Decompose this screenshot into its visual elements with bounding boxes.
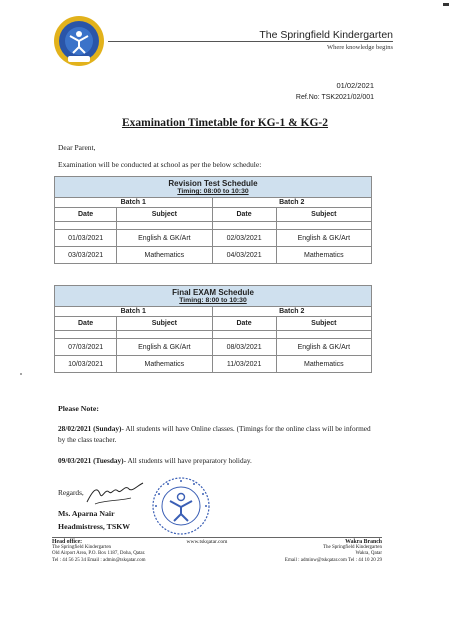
table-cell: 08/03/2021 xyxy=(212,339,276,356)
column-header: Date xyxy=(212,208,276,222)
table-row xyxy=(55,230,372,247)
column-header: Date xyxy=(55,208,117,222)
footer-branch xyxy=(250,539,382,564)
batch-1-header: Batch 1 xyxy=(55,307,213,317)
signatory-title: Headmistress, TSKW xyxy=(58,522,131,531)
signature-icon xyxy=(85,480,145,508)
note-text: - All students will have Online classes. (Timings for the online class will be informed by the class teacher. xyxy=(58,424,371,444)
notes-heading: Please Note: xyxy=(58,404,99,413)
batch-2-header: Batch 2 xyxy=(212,198,371,208)
regards: Regards, xyxy=(58,488,84,497)
footer-heading: Wakra Branch xyxy=(345,539,382,545)
note-online-classes xyxy=(58,423,378,445)
table-cell: Mathematics xyxy=(276,356,371,373)
table-cell: English & GK/Art xyxy=(276,339,371,356)
note-text: - All students will have preparatory holiday. xyxy=(123,456,252,465)
signatory-name: Ms. Aparna Nair xyxy=(58,509,115,518)
table-row xyxy=(55,247,372,264)
table-row xyxy=(55,339,372,356)
table-cell: 01/03/2021 xyxy=(55,230,117,247)
footer-line: The Springfield Kindergarten xyxy=(52,545,112,551)
school-stamp-icon xyxy=(150,475,212,537)
table-header xyxy=(55,177,372,198)
table-cell: English & GK/Art xyxy=(276,230,371,247)
column-header: Date xyxy=(212,317,276,331)
table-cell: Mathematics xyxy=(276,247,371,264)
column-header: Subject xyxy=(117,317,212,331)
greeting: Dear Parent, xyxy=(58,143,96,152)
scan-speck xyxy=(20,373,22,375)
column-header: Subject xyxy=(276,208,371,222)
footer-website: www.tskqatar.com xyxy=(186,539,228,545)
school-logo-icon xyxy=(52,14,106,68)
table-cell: 10/03/2021 xyxy=(55,356,117,373)
footer-line: Old Airport Area, P.O. Box 1187, Doha, Qatar. xyxy=(52,551,146,557)
footer-heading: Head office: xyxy=(52,539,83,545)
table-cell: English & GK/Art xyxy=(117,230,212,247)
final-exam-schedule-table xyxy=(54,285,372,373)
table-title: Revision Test Schedule xyxy=(168,179,258,188)
document-title: Examination Timetable for KG-1 & KG-2 xyxy=(121,117,329,129)
footer-line: The Springfield Kindergarten xyxy=(322,545,382,551)
table-row xyxy=(55,356,372,373)
intro-text: Examination will be conducted at school as per the below schedule: xyxy=(58,160,262,169)
table-timing: Timing: 8:00 to 10:30 xyxy=(179,297,247,304)
footer-line: Email : adminw@tskqatar.com Tel : 44 10 20 29 xyxy=(284,557,382,563)
reference-number: Ref.No: TSK2021/02/001 xyxy=(295,94,374,101)
table-timing: Timing: 08:00 to 10:30 xyxy=(177,188,249,195)
table-cell: 04/03/2021 xyxy=(212,247,276,264)
table-cell: English & GK/Art xyxy=(117,339,212,356)
batch-1-header: Batch 1 xyxy=(55,198,213,208)
table-cell: 07/03/2021 xyxy=(55,339,117,356)
school-tagline: Where knowledge begins xyxy=(326,44,393,51)
batch-2-header: Batch 2 xyxy=(212,307,371,317)
footer-head-office xyxy=(52,539,182,564)
letter-date: 01/02/2021 xyxy=(336,81,374,90)
footer-line: Tel : 44 56 25 34 Email : admin@tskqatar.com xyxy=(52,557,146,563)
column-header: Subject xyxy=(117,208,212,222)
header-divider xyxy=(108,41,393,42)
school-name: The Springfield Kindergarten xyxy=(259,29,393,41)
note-date: 28/02/2021 (Sunday) xyxy=(58,424,122,433)
table-cell: 03/03/2021 xyxy=(55,247,117,264)
note-preparatory-holiday xyxy=(58,455,378,466)
revision-schedule-table xyxy=(54,176,372,264)
footer-divider xyxy=(52,537,382,538)
table-cell: Mathematics xyxy=(117,356,212,373)
note-date: 09/03/2021 (Tuesday) xyxy=(58,456,124,465)
footer-line: Wakra, Qatar xyxy=(355,551,382,557)
column-header: Subject xyxy=(276,317,371,331)
table-title: Final EXAM Schedule xyxy=(172,288,254,297)
table-header xyxy=(55,286,372,307)
scan-mark xyxy=(443,3,449,6)
table-cell: 11/03/2021 xyxy=(212,356,276,373)
table-cell: 02/03/2021 xyxy=(212,230,276,247)
column-header: Date xyxy=(55,317,117,331)
table-cell: Mathematics xyxy=(117,247,212,264)
